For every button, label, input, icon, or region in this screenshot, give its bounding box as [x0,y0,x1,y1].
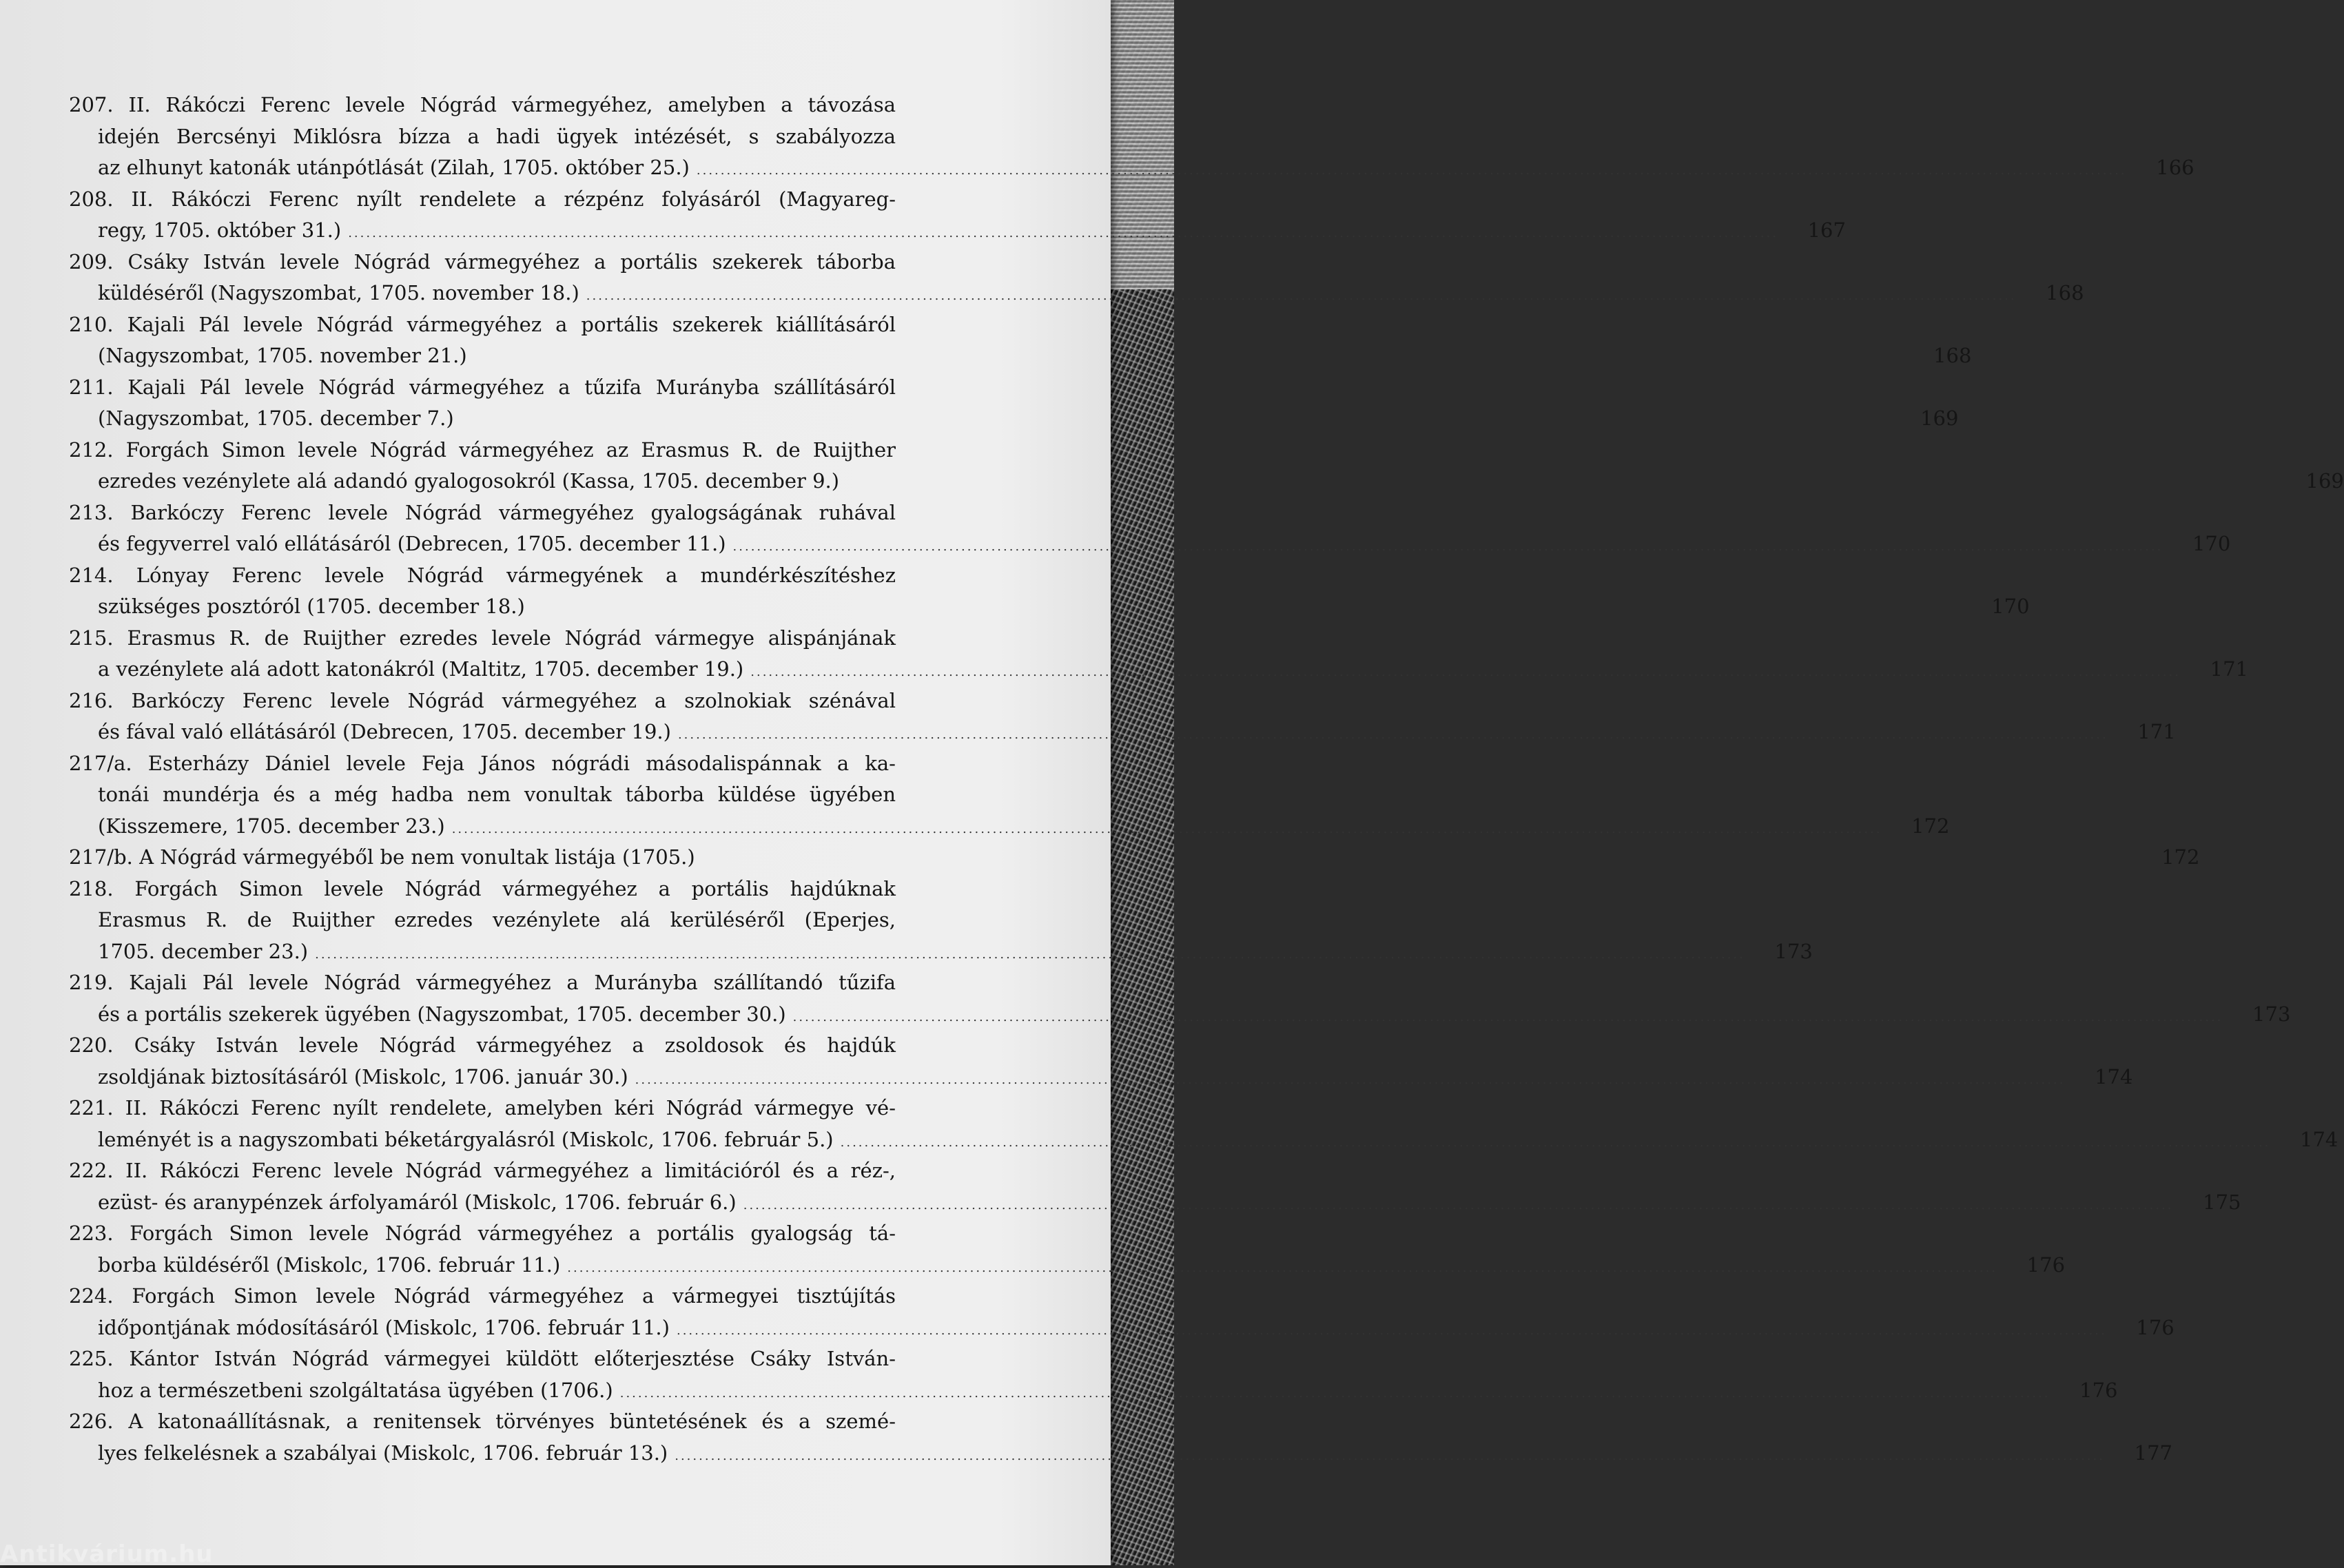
entry-text-line: időpontjának módosításáról (Miskolc, 1706. február 11.) [98,1315,670,1339]
toc-entry-211 [69,372,1959,435]
page-number: 175 [2203,1190,2241,1214]
toc-entry-209 [69,247,2084,309]
leader-dots [677,1315,2107,1347]
entry-text-line: 1705. december 23.) [98,939,309,963]
toc-entry-223 [69,1218,2066,1281]
entry-text-line: regy, 1705. október 31.) [98,218,342,242]
page-number: 169 [1920,406,1959,430]
entry-text-line: hoz a természetbeni szolgáltatása ügyében (1706.) [98,1378,613,1402]
entry-text-line: 213. Barkóczy Ferenc levele Nógrád vármegyéhez gyalogságának ruhával [69,500,896,524]
page-number: 169 [2305,469,2344,493]
page-number: 176 [2079,1378,2118,1402]
toc-entry-216 [69,685,2176,748]
entry-text-line: 215. Erasmus R. de Ruijther ezredes levele Nógrád vármegye alispánjának [69,626,896,650]
toc-entry-221 [69,1093,2338,1155]
entry-text-line: ezredes vezénylete alá adandó gyalogosokról (Kassa, 1705. december 9.) [98,469,840,493]
entry-text-line: (Nagyszombat, 1705. december 7.) [98,406,454,430]
entry-text-line: 218. Forgách Simon levele Nógrád vármegyéhez a portális hajdúknak [69,876,896,900]
entry-text-line: és fegyverrel való ellátásáról (Debrecen, 1705. december 11.) [98,532,726,555]
toc-entry-207 [69,90,2194,184]
entry-text-line: és fával való ellátásáról (Debrecen, 1705. december 19.) [98,720,671,743]
toc-entry-214 [69,560,2030,623]
page-number: 174 [2095,1064,2133,1089]
page-number: 168 [1933,344,1972,367]
page-number: 176 [2136,1315,2175,1339]
entry-text-line: 221. II. Rákóczi Ferenc nyílt rendelete, amelyben kéri Nógrád vármegye vé- [69,1096,896,1120]
entry-text-line: leményét is a nagyszombati béketárgyalásról (Miskolc, 1706. február 5.) [98,1127,834,1151]
toc-entry-218 [69,874,1813,968]
toc-entry-226 [69,1406,2172,1469]
leader-dots [348,218,1778,249]
entry-text-line: 216. Barkóczy Ferenc levele Nógrád vármegyéhez a szolnokiak szénával [69,688,896,712]
leader-dots [697,155,2127,187]
page-number: 168 [2046,281,2084,305]
entry-text-line: (Nagyszombat, 1705. november 21.) [98,344,467,367]
leader-dots [635,1064,2066,1096]
page-number: 173 [2252,1002,2291,1026]
page-number: 177 [2134,1441,2172,1465]
entry-text-line: és a portális szekerek ügyében (Nagyszombat, 1705. december 30.) [98,1002,786,1026]
leader-dots [750,657,2181,688]
entry-text-line: 217/b. A Nógrád vármegyéből be nem vonultak listája (1705.) [69,845,695,869]
entry-text-line: 223. Forgách Simon levele Nógrád vármegyéhez a portális gyalogság tá- [69,1221,896,1245]
entry-text-line: 211. Kajali Pál levele Nógrád vármegyéhez a tűzifa Murányba szállításáról [69,375,896,399]
entry-text-line: ezüst- és aranypénzek árfolyamáról (Miskolc, 1706. február 6.) [98,1190,737,1214]
page-number: 171 [2210,657,2249,681]
entry-text-line: idején Bercsényi Miklósra bízza a hadi ügyek intézését, s szabályozza [98,124,896,148]
entry-text-line: lyes felkelésnek a szabályai (Miskolc, 1706. február 13.) [98,1441,668,1465]
entry-text-line: zsoldjának biztosításáról (Miskolc, 1706. január 30.) [98,1064,628,1089]
entry-text-line: 226. A katonaállításnak, a renitensek törvényes büntetésének és a szemé- [69,1410,896,1433]
page-number: 172 [1911,814,1950,838]
entry-text-line: 219. Kajali Pál levele Nógrád vármegyéhez a Murányba szállítandó tűzifa [69,971,896,994]
entry-text-line: 224. Forgách Simon levele Nógrád vármegyéhez a vármegyei tisztújítás [69,1284,896,1308]
page-number: 171 [2137,720,2176,743]
leader-dots [841,1127,2271,1159]
entry-text-line: 214. Lónyay Ferenc levele Nógrád vármegyének a mundérkészítéshez [69,563,896,587]
page-number: 176 [2026,1252,2066,1277]
toc-entry-217a [69,748,1950,843]
table-of-contents [69,90,2344,1469]
page-number: 166 [2156,156,2194,179]
toc-entry-219 [69,967,2291,1030]
page-number: 173 [1774,939,1813,963]
page-number: 172 [2161,845,2200,869]
page-number: 170 [2192,532,2231,555]
entry-text-line: 217/a. Esterházy Dániel levele Feja János nógrádi másodalispánnak a ka- [69,751,896,775]
toc-entry-220 [69,1030,2133,1093]
leader-dots [793,1002,2223,1033]
entry-text-line: 220. Csáky István levele Nógrád vármegyéhez a zsoldosok és hajdúk [69,1033,896,1057]
entry-text-line: Erasmus R. de Ruijther ezredes vezénylete alá kerüléséről (Eperjes, [98,908,896,931]
toc-entry-217b [69,842,2200,874]
entry-text-line: 222. II. Rákóczi Ferenc levele Nógrád vármegyéhez a limitációról és a réz-, [69,1159,896,1182]
toc-entry-225 [69,1343,2118,1406]
leader-dots [678,719,2108,751]
leader-dots [452,814,1882,845]
leader-dots [315,939,1745,971]
page-number: 174 [2300,1127,2338,1151]
toc-entry-215 [69,623,2249,685]
entry-text-line: borba küldéséről (Miskolc, 1706. február 11.) [98,1252,561,1277]
toc-entry-210 [69,309,1972,372]
page-number: 170 [1991,595,2030,618]
entry-text-line: 212. Forgách Simon levele Nógrád vármegyéhez az Erasmus R. de Ruijther [69,437,896,462]
entry-text-line: 209. Csáky István levele Nógrád vármegyéhez a portális szekerek táborba [69,249,896,274]
entry-text-line: (Kisszemere, 1705. december 23.) [98,814,445,838]
leader-dots [733,531,2163,563]
entry-text-line: 225. Kántor István Nógrád vármegyei küldött előterjesztése Csáky István- [69,1347,896,1370]
entry-text-line: az elhunyt katonák utánpótlását (Zilah, 1705. október 25.) [98,156,690,179]
leader-dots [675,1441,2105,1472]
leader-dots [620,1378,2050,1410]
entry-text-line: 208. II. Rákóczi Ferenc nyílt rendelete a rézpénz folyásáról (Magyareg- [69,187,896,211]
toc-entry-213 [69,497,2231,560]
leader-dots [567,1252,1997,1284]
entry-text-line: küldéséről (Nagyszombat, 1705. november 18.) [98,281,579,305]
entry-text-line: szükséges posztóról (1705. december 18.) [98,595,525,618]
entry-text-line: tonái mundérja és a még hadba nem vonultak táborba küldése ügyében [98,783,896,806]
toc-entry-208 [69,184,1846,247]
leader-dots [586,280,2017,312]
watermark: Antikvárium.hu [0,1540,214,1568]
leader-dots [743,1190,2174,1221]
page-number: 167 [1807,218,1846,242]
toc-entry-222 [69,1155,2241,1218]
entry-text-line: 210. Kajali Pál levele Nógrád vármegyéhez a portális szekerek kiállításáról [69,312,896,336]
entry-text-line: 207. II. Rákóczi Ferenc levele Nógrád vármegyéhez, amelyben a távozása [69,93,896,116]
entry-text-line: a vezénylete alá adott katonákról (Maltitz, 1705. december 19.) [98,657,744,681]
toc-entry-224 [69,1281,2175,1343]
toc-entry-212 [69,435,2344,497]
